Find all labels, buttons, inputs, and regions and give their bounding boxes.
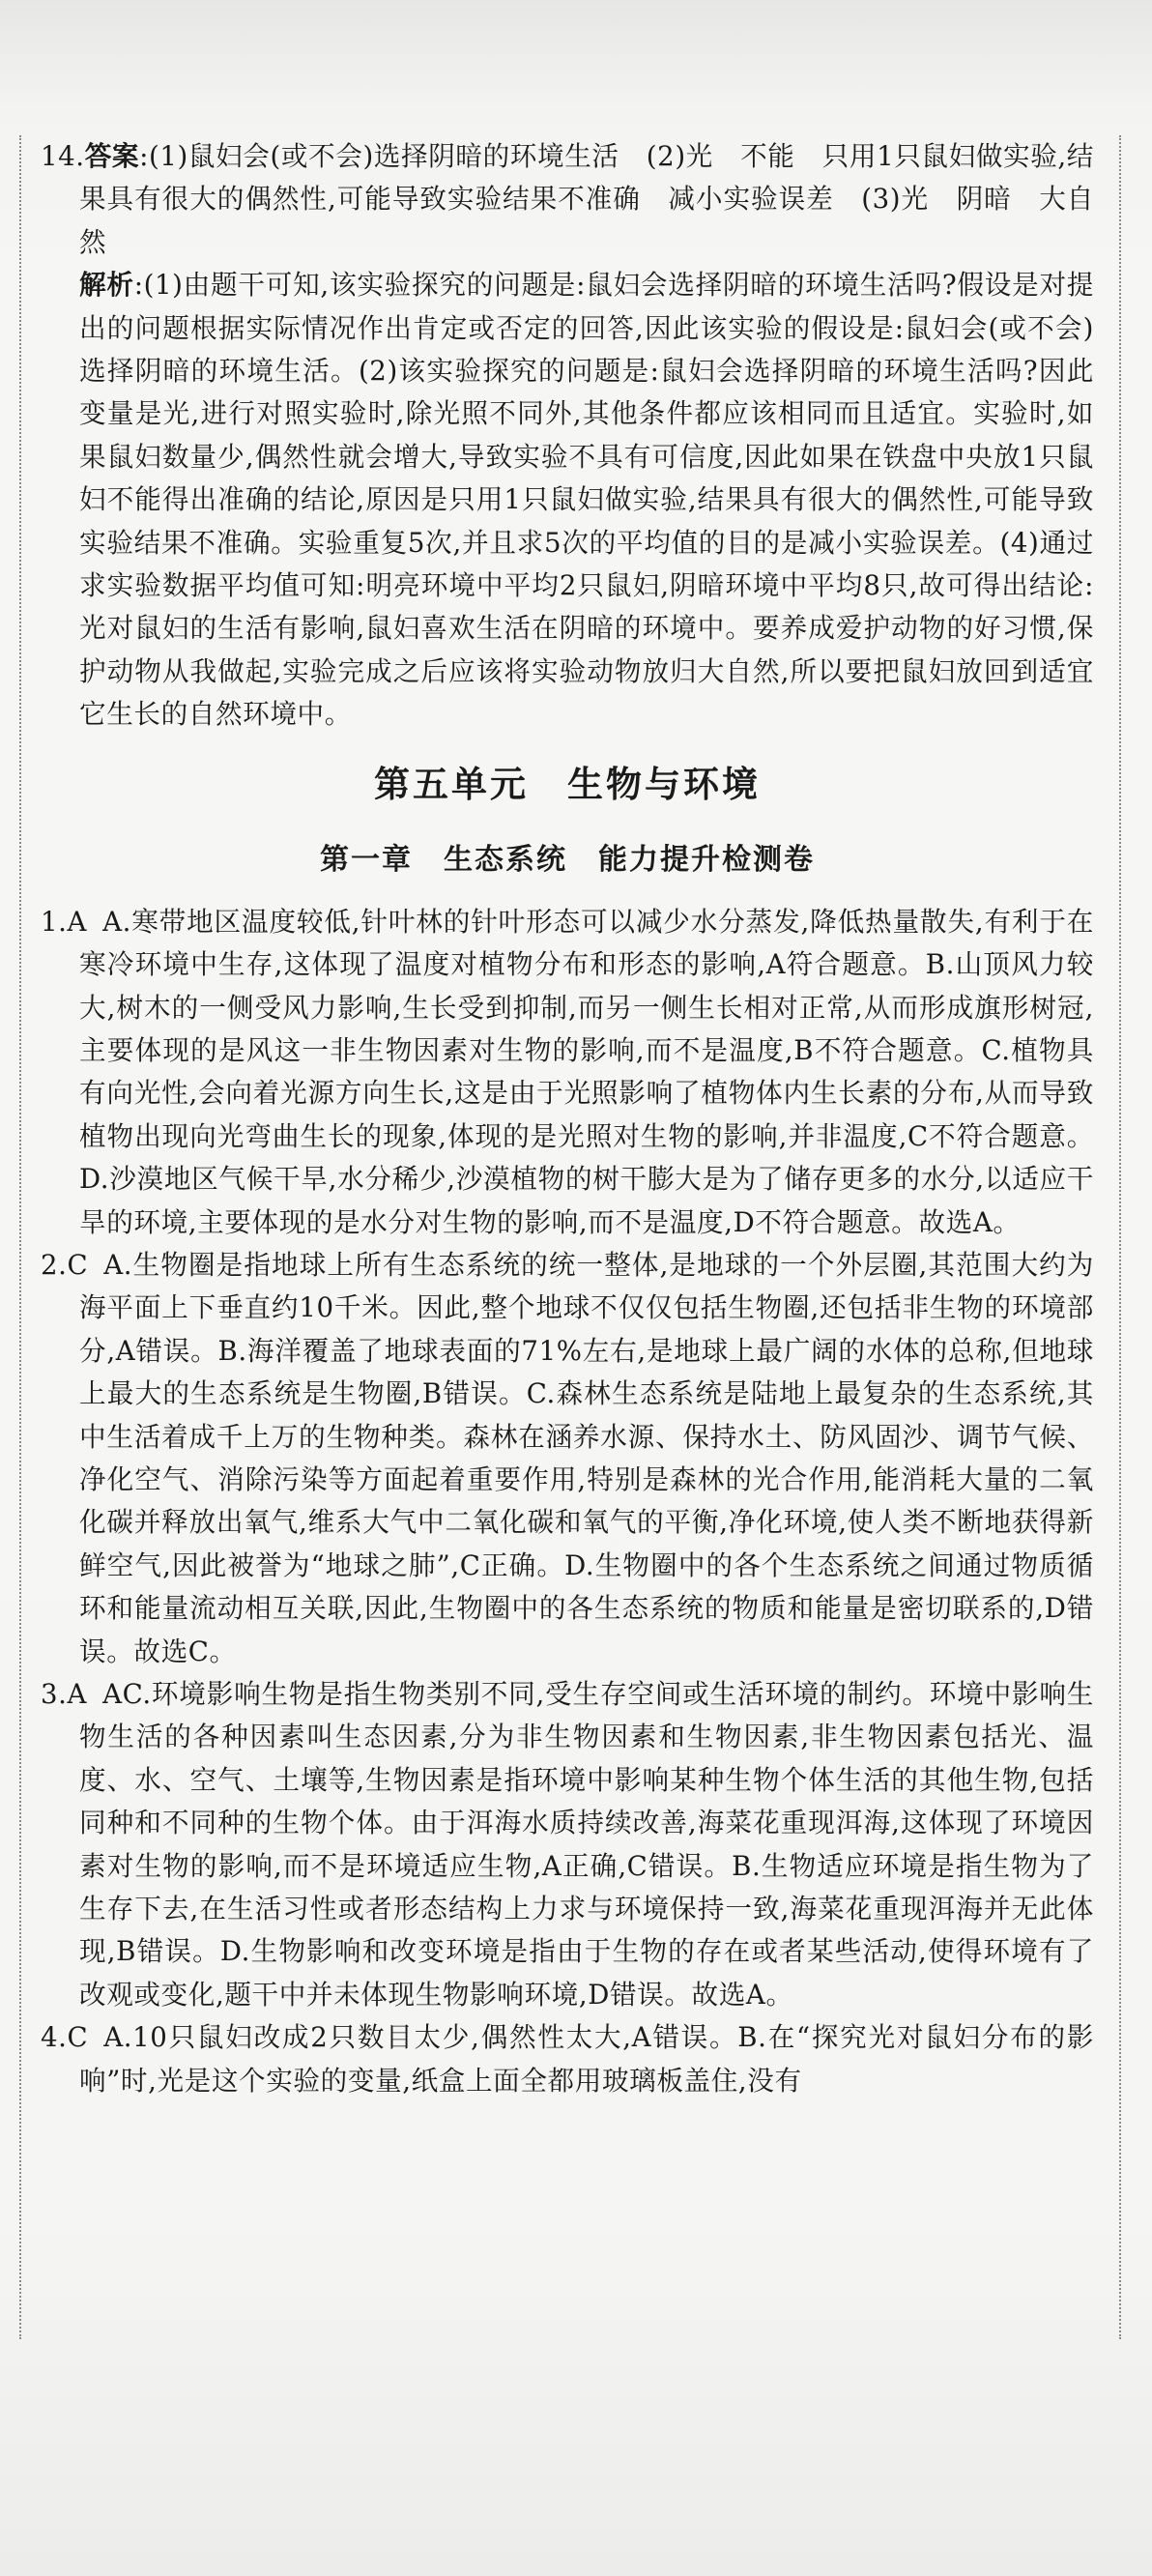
- item-explanation: A.生物圈是指地球上所有生态系统的统一整体,是地球的一个外层圈,其范围大约为海平面上下垂直约10千米。因此,整个地球不仅仅包括生物圈,还包括非生物的环境部分,A错误。B.海洋覆盖了地球表面的71%左右,是地球上最广阔的水体的总称,但地球上最大的生态系统是生物圈,B错误。C.森林生态系统是陆地上最复杂的生态系统,其中生活着成千上万的生物种类。森林在涵养水源、保持水土、防风固沙、调节气候、净化空气、消除污染等方面起着重要作用,特别是森林的光合作用,能消耗大量的二氧化碳并释放出氧气,维系大气中二氧化碳和氧气的平衡,净化环境,使人类不断地获得新鲜空气,因此被誉为“地球之肺”,C正确。D.生物圈中的各个生态系统之间通过物质循环和能量流动相互关联,因此,生物圈中的各生态系统的物质和能量是密切联系的,D错误。故选C。: [79, 1248, 1094, 1667]
- question-14-analysis: [41, 264, 1094, 736]
- q14-analysis-text: :(1)由题干可知,该实验探究的问题是:鼠妇会选择阴暗的环境生活吗?假设是对提出的问题根据实际情况作出肯定或否定的回答,因此该实验的假设是:鼠妇会(或不会)选择阴暗的环境生活。(2)该实验探究的问题是:鼠妇会选择阴暗的环境生活吗?因此变量是光,进行对照实验时,除光照不同外,其他条件都应该相同而且适宜。实验时,如果鼠妇数量少,偶然性就会增大,导致实验不具有可信度,因此如果在铁盘中央放1只鼠妇不能得出准确的结论,原因是只用1只鼠妇做实验,结果具有很大的偶然性,可能导致实验结果不准确。实验重复5次,并且求5次的平均值的目的是减小实验误差。(4)通过求实验数据平均值可知:明亮环境中平均2只鼠妇,阴暗环境中平均8只,故可得出结论:光对鼠妇的生活有影响,鼠妇喜欢生活在阴暗的环境中。要养成爱护动物的好习惯,保护动物从我做起,实验完成之后应该将实验动物放归大自然,所以要把鼠妇放回到适宜它生长的自然环境中。: [79, 269, 1094, 731]
- binding-margin-line-left: [19, 135, 21, 2339]
- q14-analysis-label: 解析: [79, 269, 134, 302]
- q14-answer-text: :(1)鼠妇会(或不会)选择阴暗的环境生活 (2)光 不能 只用1只鼠妇做实验,结果具有很大的偶然性,可能导致实验结果不准确 减小实验误差 (3)光 阴暗 大自然: [79, 140, 1094, 258]
- binding-margin-line-right: [1119, 135, 1121, 2339]
- item-choice: C: [67, 2021, 89, 2054]
- item-number: 1.: [41, 905, 68, 938]
- item-number: 2.: [41, 1248, 68, 1281]
- answer-item-2: [41, 1244, 1094, 1673]
- q14-answer-label: 答案: [84, 140, 140, 172]
- item-explanation: A.寒带地区温度较低,针叶林的针叶形态可以减少水分蒸发,降低热量散失,有利于在寒冷环境中生存,这体现了温度对植物分布和形态的影响,A符合题意。B.山顶风力较大,树木的一侧受风力影响,生长受到抑制,而另一侧生长相对正常,从而形成旗形树冠,主要体现的是风这一非生物因素对生物的影响,而不是温度,B不符合题意。C.植物具有向光性,会向着光源方向生长,这是由于光照影响了植物体内生长素的分布,从而导致植物出现向光弯曲生长的现象,体现的是光照对生物的影响,并非温度,C不符合题意。D.沙漠地区气候干旱,水分稀少,沙漠植物的树干膨大是为了储存更多的水分,以适应干旱的环境,主要体现的是水分对生物的影响,而不是温度,D不符合题意。故选A。: [79, 905, 1094, 1238]
- item-explanation: AC.环境影响生物是指生物类别不同,受生存空间或生活环境的制约。环境中影响生物生活的各种因素叫生态因素,分为非生物因素和生物因素,非生物因素包括光、温度、水、空气、土壤等,生物因素是指环境中影响某种生物个体生活的其他生物,包括同种和不同种的生物个体。由于洱海水质持续改善,海菜花重现洱海,这体现了环境因素对生物的影响,而不是环境适应生物,A正确,C错误。B.生物适应环境是指生物为了生存下去,在生活习性或者形态结构上力求与环境保持一致,海菜花重现洱海并无此体现,B错误。D.生物影响和改变环境是指由于生物的存在或者某些活动,使得环境有了改观或变化,题干中并未体现生物影响环境,D错误。故选A。: [79, 1678, 1094, 2011]
- item-explanation: A.10只鼠妇改成2只数目太少,偶然性太大,A错误。B.在“探究光对鼠妇分布的影响”时,光是这个实验的变量,纸盒上面全都用玻璃板盖住,没有: [79, 2021, 1094, 2097]
- q14-number: 14.: [41, 140, 85, 172]
- item-number: 4.: [41, 2021, 68, 2054]
- answer-item-4: [41, 2016, 1094, 2102]
- item-choice: A: [67, 905, 88, 938]
- answer-item-3: [41, 1673, 1094, 2016]
- item-choice: C: [67, 1248, 89, 1281]
- item-number: 3.: [41, 1678, 68, 1710]
- item-choice: A: [67, 1678, 88, 1710]
- answer-content: [41, 135, 1094, 2102]
- answer-item-1: [41, 901, 1094, 1244]
- chapter-title: 第一章 生态系统 能力提升检测卷: [320, 842, 815, 877]
- question-14-answer: [41, 135, 1094, 264]
- unit-title: 第五单元 生物与环境: [374, 763, 761, 805]
